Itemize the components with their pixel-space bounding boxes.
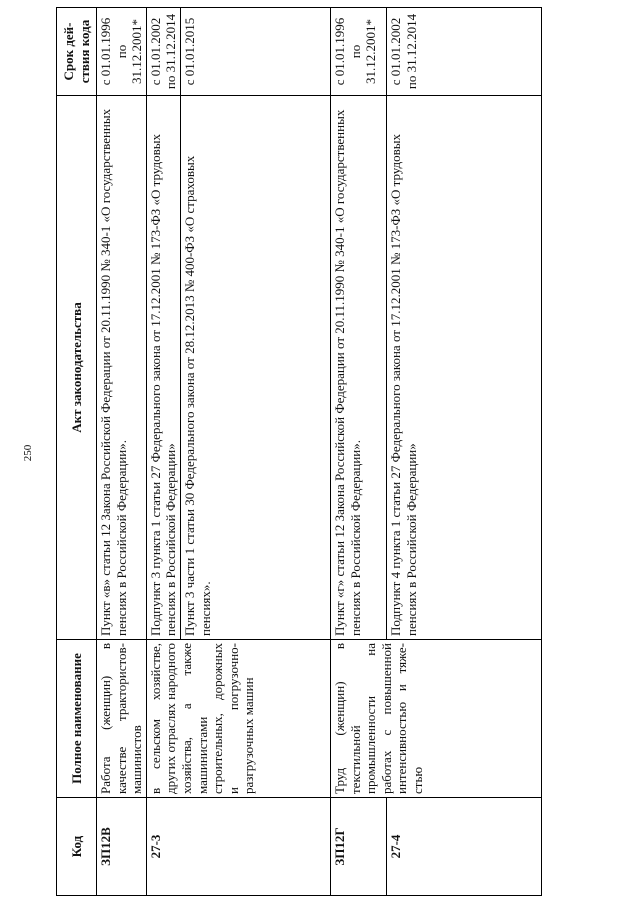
code-cell: 27-3 <box>146 798 330 896</box>
act-cell: Пункт «г» статьи 12 Закона Российской Федерации от 20.11.1990 № 340-1 «О государственных пенсиях в Российской Федерации». <box>330 96 386 640</box>
header-code: Код <box>57 798 97 896</box>
period-cell: с 01.01.2002 по 31.12.2014 <box>386 8 541 96</box>
act-cell: Подпункт 3 пункта 1 статьи 27 Федерального закона от 17.12.2001 № 173-ФЗ «О трудовых пенсиях в Российской Федерации» <box>146 96 180 640</box>
code-cell: 27-4 <box>386 798 541 896</box>
period-cell: с 01.01.1996 по 31.12.2001* <box>97 8 147 96</box>
code-cell: ЗП12Г <box>330 798 386 896</box>
act-cell: Пункт «в» статьи 12 Закона Российской Федерации от 20.11.1990 № 340-1 «О государственных пенсиях в Российской Федерации». <box>97 96 147 640</box>
header-period: Срок действия кода <box>57 8 97 96</box>
period-cell: с 01.01.2015 <box>180 8 330 96</box>
legislation-table <box>56 7 542 896</box>
table-row <box>146 8 180 896</box>
code-cell: ЗП12В <box>97 798 147 896</box>
page-number: 250 <box>22 444 34 462</box>
header-act: Акт законодательства <box>57 96 97 640</box>
full-name-cell: Работа (женщин) в качестве трактористов-машинистов <box>97 640 147 798</box>
document-table-rotated <box>56 8 542 896</box>
period-cell: с 01.01.1996 по 31.12.2001* <box>330 8 386 96</box>
header-full-name: Полное наименование <box>57 640 97 798</box>
full-name-cell: Труд (женщин) в текстильной промышленности на работах с повышенной интенсивностью и тяжестью <box>330 640 541 798</box>
table-header-row <box>57 8 97 896</box>
table-row <box>330 8 386 896</box>
full-name-cell: в сельском хозяйстве, других отраслях народного хозяйства, а также машинистами строительных, дорожных и погрузочно-разгрузочных машин <box>146 640 330 798</box>
act-cell: Пункт 3 части 1 статьи 30 Федерального закона от 28.12.2013 № 400-ФЗ «О страховых пенсиях». <box>180 96 330 640</box>
table-row <box>97 8 147 896</box>
act-cell: Подпункт 4 пункта 1 статьи 27 Федерального закона от 17.12.2001 № 173-ФЗ «О трудовых пенсиях в Российской Федерации» <box>386 96 541 640</box>
period-cell: с 01.01.2002 по 31.12.2014 <box>146 8 180 96</box>
